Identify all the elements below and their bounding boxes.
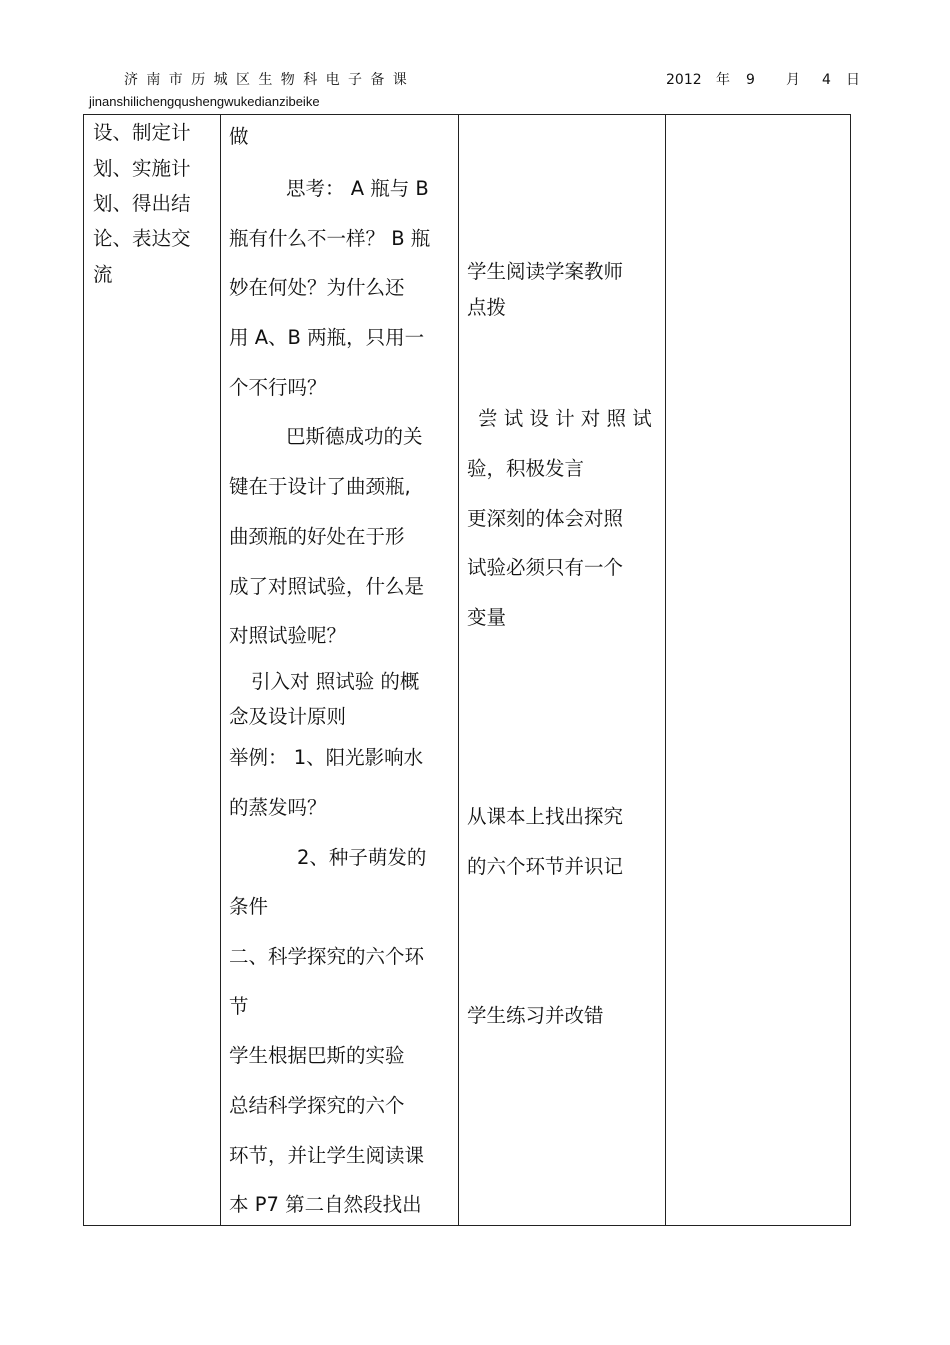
teacher-line: 二、科学探究的六个环 <box>229 945 425 968</box>
date-month: 9 <box>746 72 755 88</box>
teacher-line: 引入对 照试验 的概 <box>251 670 420 693</box>
student-line: 验，积极发言 <box>467 457 585 480</box>
teacher-line: 做 <box>229 125 249 148</box>
teacher-line: 瓶有什么不一样？ B 瓶 <box>229 227 431 250</box>
teacher-line: 学生根据巴斯的实验 <box>229 1044 405 1067</box>
student-line: 试验必须只有一个 <box>467 556 624 579</box>
column-divider <box>458 115 459 1225</box>
teacher-line: 2、种子萌发的 <box>297 846 427 869</box>
student-line: 从课本上找出探究 <box>467 805 624 828</box>
column-divider <box>665 115 666 1225</box>
column-divider <box>220 115 221 1225</box>
teacher-line: 举例： 1、阳光影响水 <box>229 746 424 769</box>
teacher-line: 曲颈瓶的好处在于形 <box>229 525 405 548</box>
teacher-line: 用 A、B 两瓶，只用一 <box>229 326 425 349</box>
teacher-line: 键在于设计了曲颈瓶, <box>229 475 411 498</box>
student-line: 尝 试 设 计 对 照 试 <box>478 407 652 430</box>
date-year-label: 年 <box>716 72 730 88</box>
teacher-line: 的蒸发吗？ <box>229 796 327 819</box>
student-line: 点拨 <box>467 296 507 319</box>
date-month-label: 月 <box>786 72 800 88</box>
student-line: 变量 <box>467 606 507 629</box>
lesson-table <box>83 114 851 1226</box>
teacher-line: 巴斯德成功的关 <box>286 425 423 448</box>
student-line: 的六个环节并识记 <box>467 855 624 878</box>
header-school-title: 济南市历城区生物科电子备课 <box>124 72 416 88</box>
date-year: 2012 <box>666 72 702 88</box>
stage-line: 设、制定计 <box>93 121 191 144</box>
teacher-line: 妙在何处？为什么还 <box>229 276 405 299</box>
teacher-line: 成了对照试验，什么是 <box>229 575 425 598</box>
teacher-line: 念及设计原则 <box>229 705 347 728</box>
teacher-line: 条件 <box>229 895 269 918</box>
teacher-line: 环节，并让学生阅读课 <box>229 1144 425 1167</box>
teacher-line: 思考： A 瓶与 B <box>286 177 429 200</box>
stage-line: 论、表达交 <box>93 227 191 250</box>
student-line: 学生阅读学案教师 <box>467 260 624 283</box>
stage-line: 划、实施计 <box>93 157 191 180</box>
teacher-line: 本 P7 第二自然段找出 <box>229 1193 422 1216</box>
teacher-line: 个不行吗？ <box>229 376 327 399</box>
student-line: 学生练习并改错 <box>467 1004 604 1027</box>
date-day-label: 日 <box>846 72 860 88</box>
teacher-line: 总结科学探究的六个 <box>229 1094 405 1117</box>
student-line: 更深刻的体会对照 <box>467 507 624 530</box>
teacher-line: 对照试验呢？ <box>229 624 347 647</box>
header-pinyin: jinanshilichengqushengwukedianzibeike <box>89 94 320 109</box>
teacher-line: 节 <box>229 995 249 1018</box>
date-day: 4 <box>822 72 831 88</box>
stage-line: 划、得出结 <box>93 192 191 215</box>
stage-line: 流 <box>93 263 113 286</box>
